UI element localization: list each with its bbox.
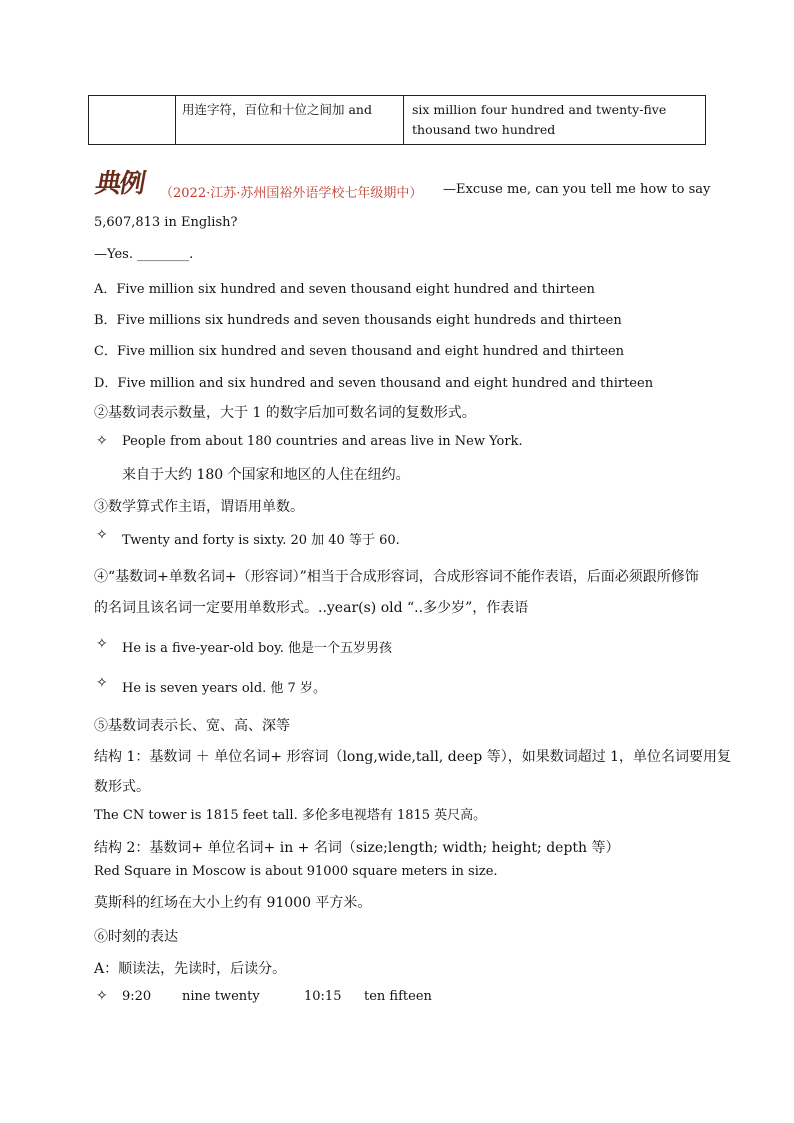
section4-example1: He is a five-year-old boy. 他是一个五岁男孩 [122,641,392,656]
section4-line2: 的名词且该名词一定要用单数形式。..year(s) old “..多少岁”，作表语 [94,600,529,616]
example-question-line2: 5,607,813 in English? [94,215,238,230]
section2-example-en: People from about 180 countries and areas live in New York. [122,434,523,449]
section4-example2: He is seven years old. 他 7 岁。 [122,681,326,696]
bullet-icon: ✧ [96,636,108,652]
bullet-icon: ✧ [96,433,108,449]
table-cell-example: six million four hundred and twenty-five thousand two hundred [412,102,667,137]
time-example-1-words: nine twenty [182,989,260,1004]
bullet-icon: ✧ [96,527,108,543]
section2-heading: ②基数词表示数量，大于 1 的数字后加可数名词的复数形式。 [94,405,476,421]
example-logo: 典例 [92,169,147,199]
table-cell-rule: 用连字符，百位和十位之间加 and [176,96,404,144]
section6-method-a: A：顺读法，先读时，后读分。 [94,961,287,977]
option-d: D．Five million and six hundred and seven thousand and eight hundred and thirteen [94,376,654,391]
section5-example1: The CN tower is 1815 feet tall. 多伦多电视塔有 1815 英尺高。 [94,808,487,823]
option-a: A．Five million six hundred and seven thousand eight hundred and thirteen [94,282,595,297]
number-rules-table-row [88,95,706,145]
section3-heading: ③数学算式作主语，谓语用单数。 [94,499,304,515]
bullet-icon: ✧ [96,675,108,691]
section5-structure2: 结构 2：基数词+ 单位名词+ in + 名词（size;length; width; height; depth 等） [94,840,620,856]
example-source: （2022·江苏·苏州国裕外语学校七年级期中） [160,186,423,201]
section5-example2-zh: 莫斯科的红场在大小上约有 91000 平方米。 [94,895,372,911]
example-answer-blank: —Yes. ________. [94,247,194,262]
section6-heading: ⑥时刻的表达 [94,929,178,945]
section4-line1: ④“基数词+单数名词+（形容词）”相当于合成形容词，合成形容词不能作表语，后面必须跟所修饰 [94,569,699,585]
section2-example-zh: 来自于大约 180 个国家和地区的人住在纽约。 [122,467,410,483]
section5-example2-en: Red Square in Moscow is about 91000 square meters in size. [94,864,498,879]
section5-structure1-line1: 结构 1：基数词 ＋ 单位名词+ 形容词（long,wide,tall, deep 等），如果数词超过 1，单位名词要用复 [94,749,732,765]
option-c: C．Five million six hundred and seven thousand and eight hundred and thirteen [94,344,625,359]
section5-heading: ⑤基数词表示长、宽、高、深等 [94,718,290,734]
time-example-2: 10:15 [304,989,342,1004]
time-example-1: 9:20 [122,989,152,1004]
section5-structure1-line2: 数形式。 [94,779,150,795]
option-b: B．Five millions six hundreds and seven thousands eight hundreds and thirteen [94,313,622,328]
table-cell-empty [89,96,176,144]
time-example-2-words: ten fifteen [364,989,432,1004]
example-question-line1: —Excuse me, can you tell me how to say [443,182,711,197]
bullet-icon: ✧ [96,988,108,1004]
section3-example: Twenty and forty is sixty. 20 加 40 等于 60. [122,533,400,548]
